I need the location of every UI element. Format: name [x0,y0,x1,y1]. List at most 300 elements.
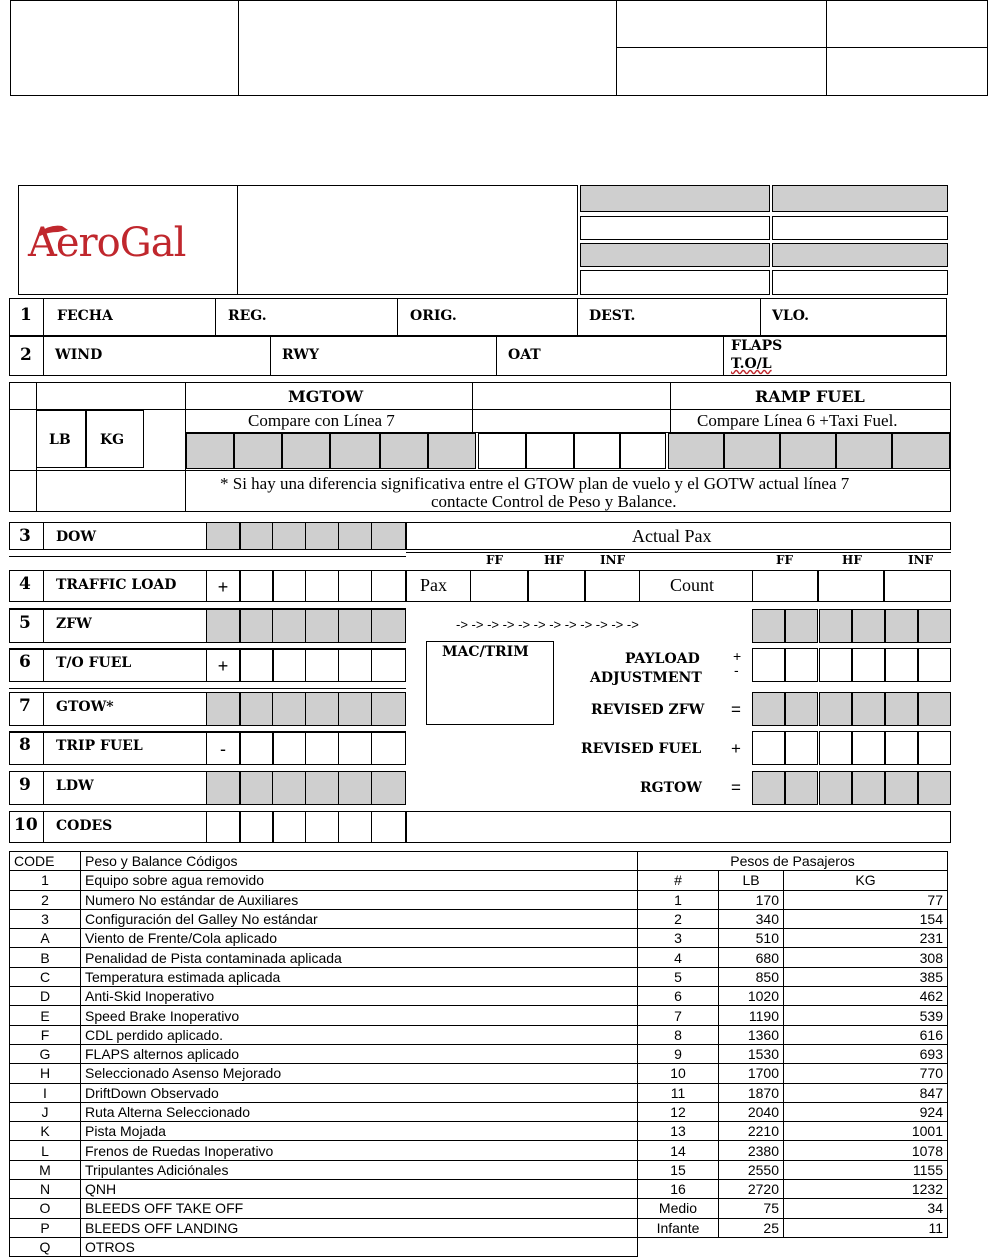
codes-table-row [10,1160,948,1179]
code-description: Temperatura estimada aplicada [81,967,638,986]
weight-lb: 2720 [719,1180,784,1199]
weight-kg: 231 [784,929,948,948]
row-divider [577,298,578,336]
line-digit-box[interactable] [206,522,240,550]
arrows-text: -> -> -> -> -> -> -> -> -> -> -> -> [456,617,639,632]
rgtow-label: RGTOW [640,780,702,796]
code-description: Tripulantes Adiciónales [81,1160,638,1179]
fecha-label: FECHA [57,308,113,324]
lb-label: LB [49,432,71,448]
dest-label: DEST. [589,308,636,324]
inf-header: INF [600,553,626,567]
line-label: CODES [56,818,113,834]
codes-table-row [10,909,948,928]
block-divider [9,409,951,410]
row-divider [43,811,44,843]
line-digit-box[interactable] [206,811,240,843]
code-cell: M [10,1160,81,1179]
passenger-count: 7 [638,1006,719,1025]
hf-header: HF [842,553,862,567]
adjust-digit-box[interactable] [752,648,785,682]
count-input[interactable] [818,570,884,602]
mgtow-digit-box[interactable] [526,433,574,469]
code-cell: L [10,1141,81,1160]
orig-label: ORIG. [410,308,457,324]
adjust-digit-box[interactable] [852,692,885,726]
mgtow-digit-box[interactable] [282,433,330,469]
line-digit-box[interactable] [371,609,406,643]
adjustment-label: ADJUSTMENT [590,670,702,686]
adjust-digit-box[interactable] [885,731,918,765]
code-description: Numero No estándar de Auxiliares [81,890,638,909]
vlo-label: VLO. [772,308,809,324]
line-digit-box[interactable] [240,648,274,682]
wind-label: WIND [55,347,103,363]
weight-kg: 924 [784,1102,948,1121]
line-operator: + [206,570,240,602]
line-digit-box[interactable] [206,692,240,726]
header-cell [772,185,948,212]
passenger-count: 16 [638,1180,719,1199]
header-cell [580,243,770,267]
adjust-digit-box[interactable] [852,731,885,765]
line-digit-box[interactable] [240,609,274,643]
pesos-header: Pesos de Pasajeros [638,852,948,871]
line-digit-box[interactable] [305,609,339,643]
codes-table-row [10,1199,948,1218]
passenger-count: 8 [638,1025,719,1044]
spacer-line [9,556,406,557]
row-divider [43,771,44,805]
pax-input[interactable] [528,570,586,602]
revised-fuel-label: REVISED FUEL [581,741,702,757]
line-digit-box[interactable] [272,522,306,550]
code-cell: H [10,1064,81,1083]
weight-lb: 25 [719,1218,784,1237]
code-description: Configuración del Galley No estándar [81,909,638,928]
line-digit-box[interactable] [305,692,339,726]
code-cell: G [10,1044,81,1063]
line-digit-box[interactable] [240,570,274,602]
line-number: 9 [19,775,31,795]
ff-header: FF [776,553,794,567]
top-header-divider [238,0,239,96]
weight-lb: 170 [719,890,784,909]
line-number: 6 [19,652,31,672]
inf-header: INF [908,553,934,567]
top-header-divider [616,0,617,96]
passenger-count: 3 [638,929,719,948]
line-digit-box[interactable] [305,522,339,550]
weight-kg: 1078 [784,1141,948,1160]
line-digit-box[interactable] [206,771,240,805]
codes-table-row [10,890,948,909]
weight-kg: 385 [784,967,948,986]
ramp-digit-box[interactable] [724,433,780,469]
header-cell [580,185,770,212]
codes-table-row [10,967,948,986]
weight-kg: 462 [784,987,948,1006]
line-digit-box[interactable] [240,811,274,843]
line-digit-box[interactable] [371,731,406,765]
adjust-digit-box[interactable] [785,731,818,765]
block-divider [472,382,473,433]
passenger-count: 13 [638,1122,719,1141]
line-digit-box[interactable] [305,731,339,765]
row-number: 1 [20,305,32,325]
weight-lb: 1190 [719,1006,784,1025]
weight-lb: 2040 [719,1102,784,1121]
flaps-label: FLAPS [731,338,783,354]
row-divider [43,648,44,682]
code-description: Ruta Alterna Seleccionado [81,1102,638,1121]
code-description: OTROS [81,1237,638,1256]
row-divider [43,522,44,550]
line-label: ZFW [56,616,92,632]
line-digit-box[interactable] [240,522,274,550]
pax-input[interactable] [584,570,640,602]
code-description: Seleccionado Asenso Mejorado [81,1064,638,1083]
line-label: DOW [56,529,97,545]
line-digit-box[interactable] [338,692,372,726]
footnote-line-2: contacte Control de Peso y Balance. [431,492,677,511]
weight-kg: 539 [784,1006,948,1025]
code-description: Penalidad de Pista contaminada aplicada [81,948,638,967]
codes-header-row [10,852,948,871]
line-digit-box[interactable] [338,771,372,805]
line-digit-box[interactable] [240,731,274,765]
codes-table-row [10,987,948,1006]
line-digit-box[interactable] [338,648,372,682]
passenger-count: 6 [638,987,719,1006]
mgtow-digit-box[interactable] [478,433,526,469]
line-label: TRAFFIC LOAD [56,577,177,593]
line-number: 3 [19,526,31,546]
mgtow-digit-box[interactable] [186,433,234,469]
row-divider [43,570,44,602]
line-operator: - [206,731,240,765]
logo-divider [237,185,238,295]
adjust-digit-box[interactable] [752,771,785,805]
payload-minus: - [734,662,739,678]
line-number: 4 [19,574,31,594]
footnote-line-1: * Si hay una diferencia significativa entre el GTOW plan de vuelo y el GOTW actual línea 7 [220,474,850,493]
mgtow-digit-box[interactable] [234,433,282,469]
row-2 [9,336,947,376]
ramp-digit-box[interactable] [836,433,892,469]
pax-label: Pax [420,575,447,595]
kg-label: KG [100,432,125,448]
row-divider [397,298,398,336]
revised-fuel-plus: + [731,739,741,758]
weight-lb: 1530 [719,1044,784,1063]
ramp-fuel-note: Compare Línea 6 +Taxi Fuel. [697,411,898,430]
line-digit-box[interactable] [272,731,306,765]
codes-table-row [10,929,948,948]
rgtow-eq: = [731,778,741,797]
count-label: Count [670,575,715,595]
weight-kg: 154 [784,909,948,928]
codes-table-row [10,871,948,890]
codes-table-row [10,1122,948,1141]
adjust-digit-box[interactable] [885,609,918,643]
code-description: Viento de Frente/Cola aplicado [81,929,638,948]
passenger-count: 11 [638,1083,719,1102]
code-cell: D [10,987,81,1006]
adjust-digit-box[interactable] [819,731,852,765]
code-cell: A [10,929,81,948]
adjust-digit-box[interactable] [852,771,885,805]
line-digit-box[interactable] [371,570,406,602]
top-header-divider [616,47,988,48]
top-header-divider [826,0,827,96]
row-divider [270,336,271,376]
line-digit-box[interactable] [371,771,406,805]
passenger-count: 12 [638,1102,719,1121]
spacer-line [9,688,406,689]
row-number: 2 [20,345,32,365]
line-digit-box[interactable] [305,648,339,682]
line-label: TRIP FUEL [56,738,143,754]
passenger-count: 9 [638,1044,719,1063]
code-cell: B [10,948,81,967]
top-header-table [10,0,988,96]
header-cell [772,216,948,240]
block-divider [670,382,671,433]
adjust-digit-box[interactable] [918,692,951,726]
line-digit-box[interactable] [272,570,306,602]
code-cell: O [10,1199,81,1218]
row-divider [723,336,724,376]
line-digit-box[interactable] [272,771,306,805]
reg-label: REG. [228,308,267,324]
codes-table-row [10,1083,948,1102]
code-cell: Q [10,1237,81,1256]
mgtow-digit-box[interactable] [574,433,620,469]
adjust-digit-box[interactable] [785,609,818,643]
adjust-digit-box[interactable] [918,609,951,643]
passenger-count: Infante [638,1218,719,1237]
code-description: Speed Brake Inoperativo [81,1006,638,1025]
mac-trim-label: MAC/TRIM [442,644,529,660]
line-digit-box[interactable] [272,692,306,726]
adjust-digit-box[interactable] [885,692,918,726]
code-cell: C [10,967,81,986]
weight-lb: 1870 [719,1083,784,1102]
weight-lb: 850 [719,967,784,986]
code-cell: N [10,1180,81,1199]
code-cell: K [10,1122,81,1141]
line-operator: + [206,648,240,682]
mgtow-digit-box[interactable] [380,433,428,469]
adjust-digit-box[interactable] [852,648,885,682]
ramp-digit-box[interactable] [780,433,836,469]
line-digit-box[interactable] [305,771,339,805]
adjust-digit-box[interactable] [918,731,951,765]
code-header: CODE [10,852,81,871]
line-digit-box[interactable] [305,570,339,602]
row-divider [43,336,44,376]
line-digit-box[interactable] [371,522,406,550]
adjust-digit-box[interactable] [885,648,918,682]
codes-table [9,851,948,1257]
adjust-digit-box[interactable] [819,692,852,726]
row-divider [43,731,44,765]
passenger-count: 1 [638,890,719,909]
rwy-label: RWY [282,347,320,363]
line-digit-box[interactable] [272,648,306,682]
header-cell [580,216,770,240]
codes-table-row [10,1180,948,1199]
adjust-digit-box[interactable] [918,771,951,805]
weight-kg: 770 [784,1064,948,1083]
line-digit-box[interactable] [338,731,372,765]
weight-lb: 1360 [719,1025,784,1044]
adjust-digit-box[interactable] [752,731,785,765]
weight-lb: 510 [719,929,784,948]
code-cell: 2 [10,890,81,909]
adjust-digit-box[interactable] [885,771,918,805]
ramp-digit-box[interactable] [668,433,724,469]
adjust-digit-box[interactable] [752,609,785,643]
line-digit-box[interactable] [272,609,306,643]
codes-table-row [10,1025,948,1044]
passenger-count: Medio [638,1199,719,1218]
actual-pax-label: Actual Pax [632,526,712,546]
adjust-digit-box[interactable] [785,771,818,805]
weight-kg: 11 [784,1218,948,1237]
line-digit-box[interactable] [338,522,372,550]
weight-lb: 75 [719,1199,784,1218]
codes-table-row [10,948,948,967]
line-digit-box[interactable] [371,811,406,843]
count-input[interactable] [884,570,951,602]
codes-table-row [10,1141,948,1160]
weight-lb: 1020 [719,987,784,1006]
code-description: Anti-Skid Inoperativo [81,987,638,1006]
codes-extra-area [406,811,951,843]
codes-table-row [10,1218,948,1237]
passenger-count: # [638,871,719,890]
adjust-digit-box[interactable] [918,648,951,682]
line-number: 7 [19,696,31,716]
line-digit-box[interactable] [240,692,274,726]
code-description: BLEEDS OFF LANDING [81,1218,638,1237]
adjust-digit-box[interactable] [819,609,852,643]
mgtow-title: MGTOW [288,387,364,406]
adjust-digit-box[interactable] [852,609,885,643]
line-digit-box[interactable] [272,811,306,843]
weight-lb: 1700 [719,1064,784,1083]
code-cell: F [10,1025,81,1044]
pax-input[interactable] [470,570,528,602]
weight-kg: 77 [784,890,948,909]
code-cell: 1 [10,871,81,890]
header-cell [772,243,948,267]
passenger-count: 15 [638,1160,719,1179]
line-digit-box[interactable] [305,811,339,843]
adjust-digit-box[interactable] [819,648,852,682]
line-number: 5 [19,613,31,633]
line-label: GTOW* [56,699,114,715]
weight-kg: 34 [784,1199,948,1218]
mgtow-digit-box[interactable] [620,433,666,469]
line-number: 10 [14,815,38,835]
weight-lb: 2550 [719,1160,784,1179]
mgtow-digit-box[interactable] [330,433,380,469]
row-divider [43,298,44,336]
weight-lb: 340 [719,909,784,928]
code-description: DriftDown Observado [81,1083,638,1102]
mgtow-note: Compare con Línea 7 [248,411,395,430]
ramp-digit-box[interactable] [892,433,950,469]
ff-header: FF [486,553,504,567]
adjust-digit-box[interactable] [819,771,852,805]
mgtow-digit-box[interactable] [428,433,476,469]
row-divider [496,336,497,376]
codes-table-row [10,1102,948,1121]
tol-label: T.O/L [731,356,772,372]
header-cell [580,270,770,295]
passenger-count: 4 [638,948,719,967]
empty-cell [638,1237,948,1256]
adjust-digit-box[interactable] [785,648,818,682]
codes-table-row [10,1237,948,1256]
weight-kg: 1232 [784,1180,948,1199]
line-digit-box[interactable] [338,609,372,643]
code-description: FLAPS alternos aplicado [81,1044,638,1063]
weight-kg: 847 [784,1083,948,1102]
aerogal-logo [28,218,228,268]
weight-kg: KG [784,871,948,890]
payload-plus: + [733,648,742,664]
line-label: T/O FUEL [56,655,132,671]
line-digit-box[interactable] [338,811,372,843]
weight-lb: 2380 [719,1141,784,1160]
line-digit-box[interactable] [371,648,406,682]
code-cell: I [10,1083,81,1102]
payload-label: PAYLOAD [625,651,700,667]
weight-kg: 616 [784,1025,948,1044]
adjust-digit-box[interactable] [785,692,818,726]
weight-kg: 1001 [784,1122,948,1141]
line-digit-box[interactable] [371,692,406,726]
weight-lb: LB [719,871,784,890]
block-divider [9,470,951,471]
row-divider [43,692,44,726]
line-digit-box[interactable] [240,771,274,805]
revised-zfw-label: REVISED ZFW [591,702,705,718]
code-cell: P [10,1218,81,1237]
code-description: Pista Mojada [81,1122,638,1141]
weight-lb: 680 [719,948,784,967]
line-digit-box[interactable] [338,570,372,602]
code-description: BLEEDS OFF TAKE OFF [81,1199,638,1218]
code-description: Equipo sobre agua removido [81,871,638,890]
weight-lb: 2210 [719,1122,784,1141]
codes-table-row [10,1044,948,1063]
desc-header: Peso y Balance Códigos [81,852,638,871]
count-input[interactable] [752,570,818,602]
code-cell: J [10,1102,81,1121]
passenger-count: 10 [638,1064,719,1083]
code-cell: 3 [10,909,81,928]
adjust-digit-box[interactable] [752,692,785,726]
line-digit-box[interactable] [206,609,240,643]
oat-label: OAT [508,347,541,363]
codes-table-row [10,1064,948,1083]
codes-table-row [10,1006,948,1025]
